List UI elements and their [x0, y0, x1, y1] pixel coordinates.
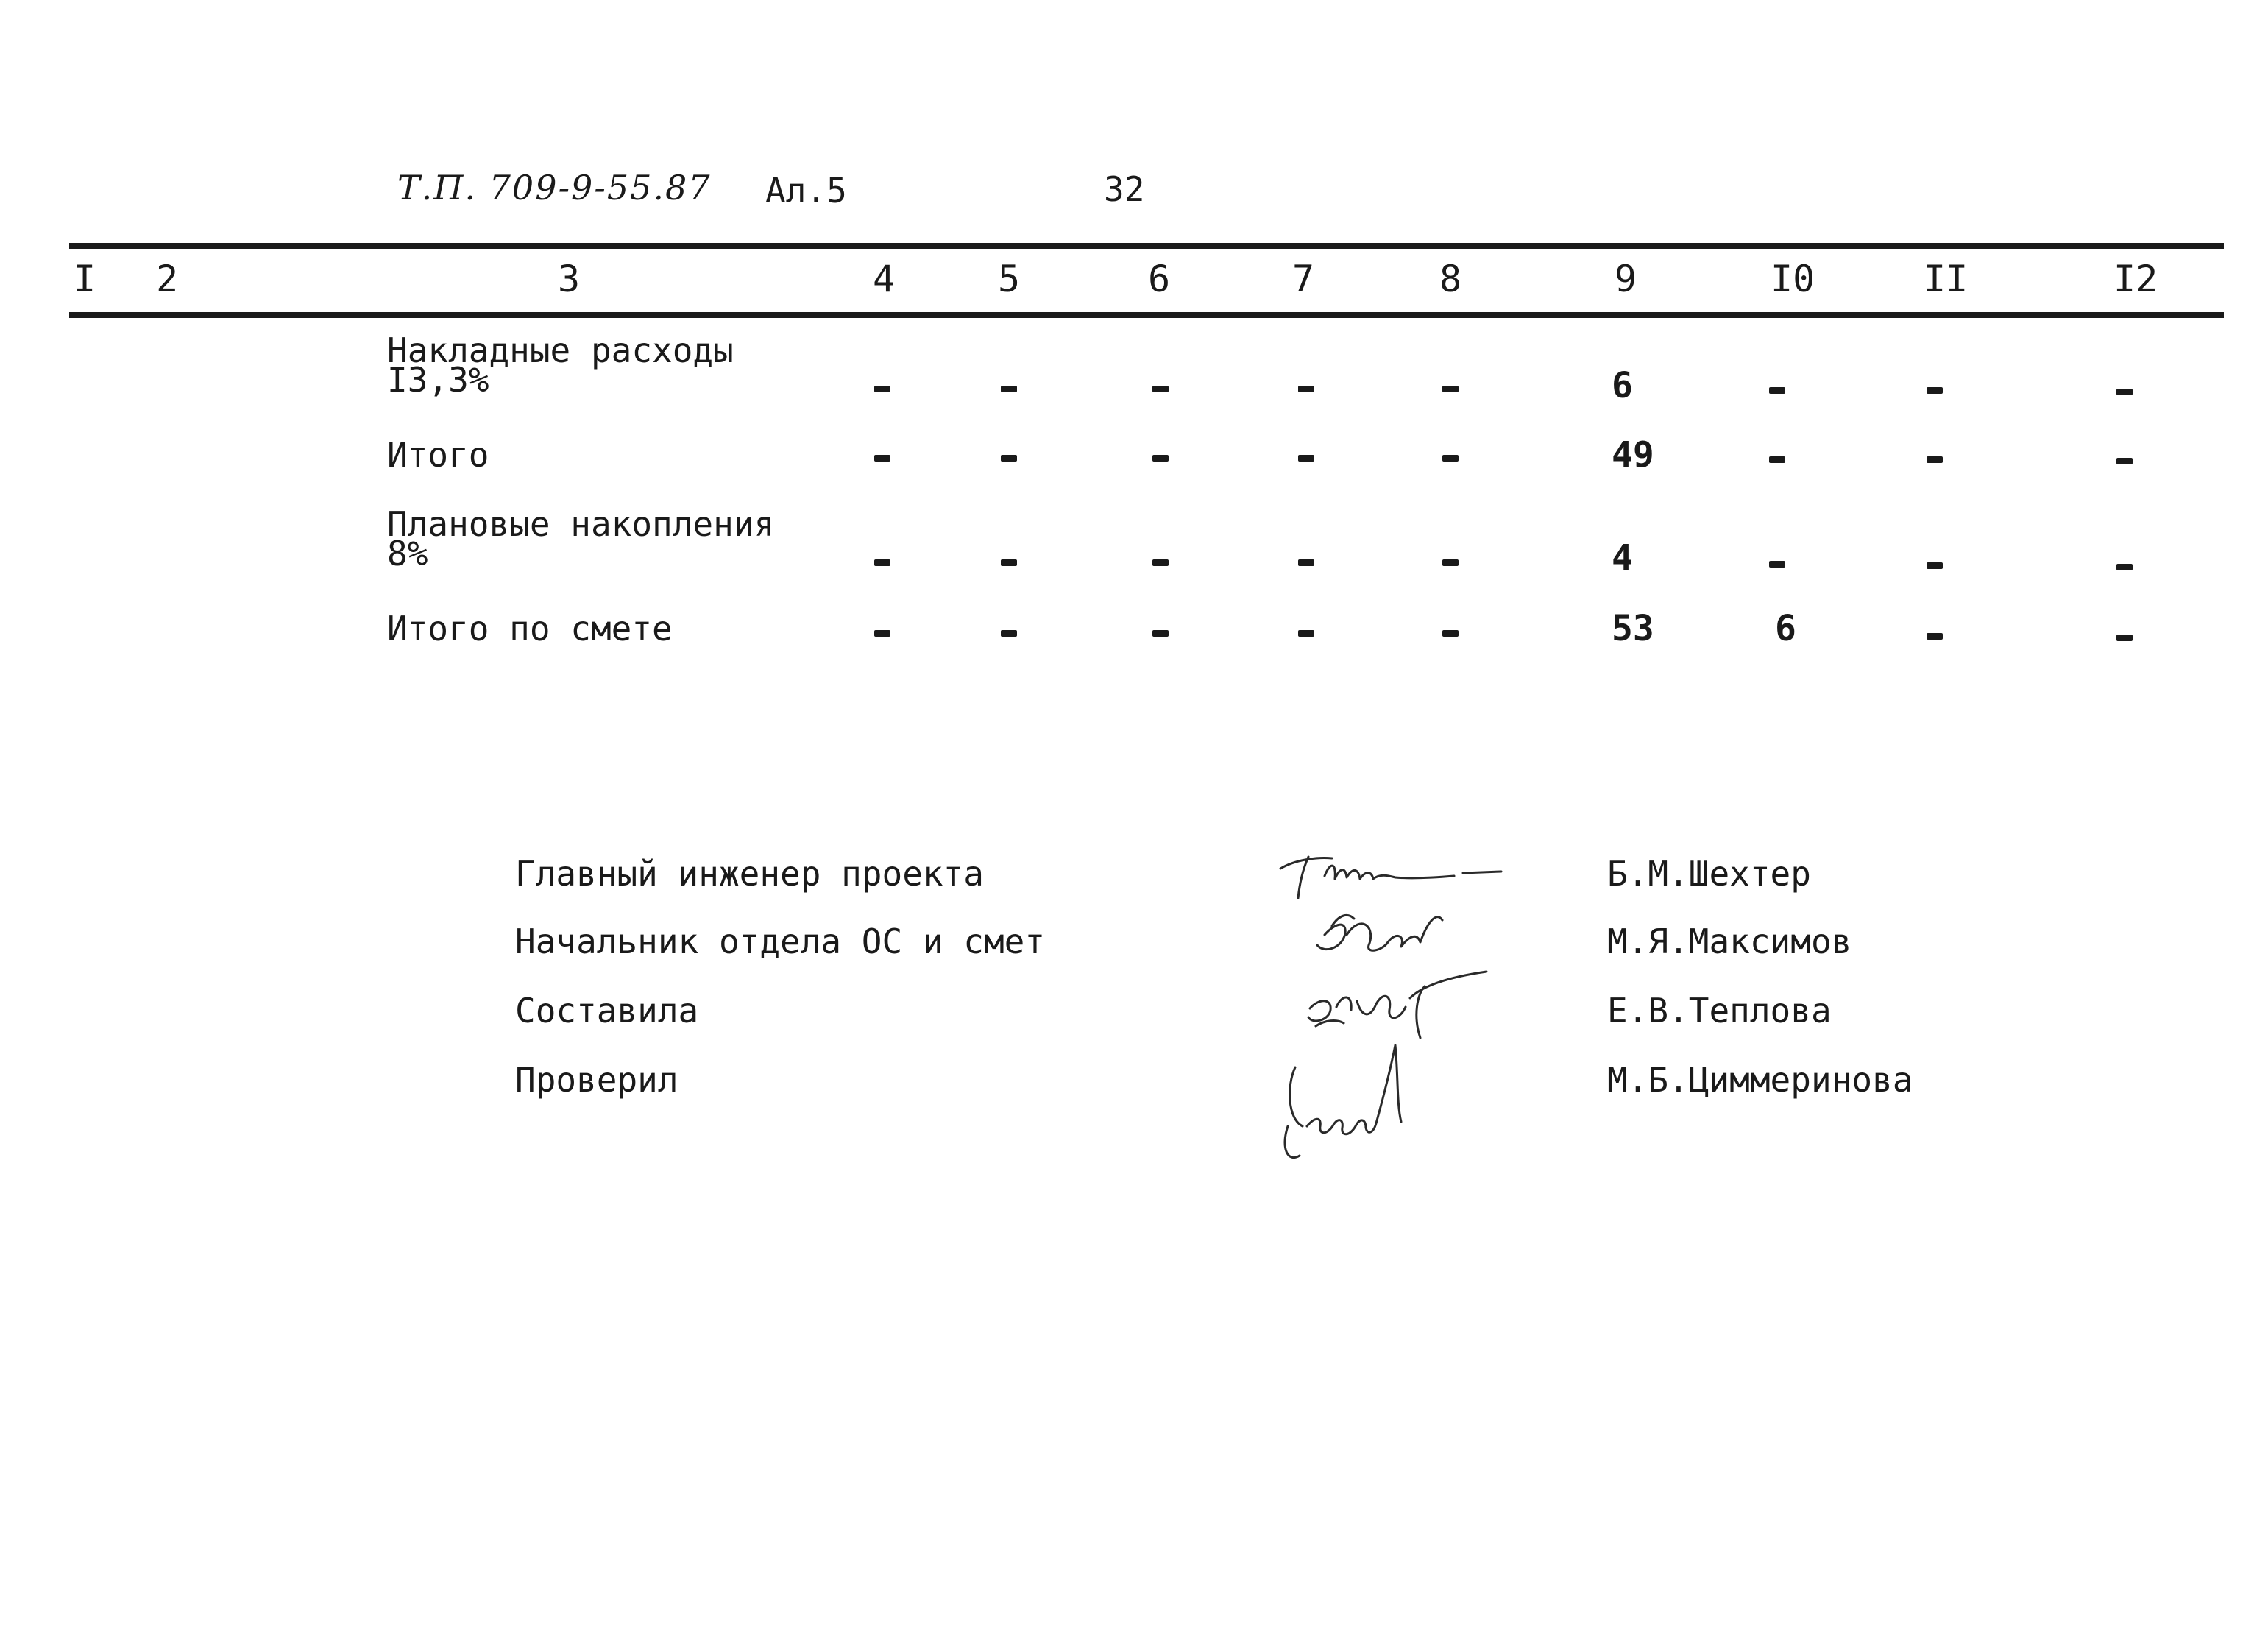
dash-mark: [1927, 387, 1943, 394]
column-number-10: I0: [1771, 258, 1815, 300]
row-label: Итого по смете: [387, 609, 673, 648]
signatory-name: Б.М.Шехтер: [1607, 854, 1811, 894]
dash-mark: [874, 559, 890, 566]
row-label-sub: I3,3%: [387, 360, 489, 400]
column-number-11: II: [1924, 258, 1968, 300]
row-value-col9: 49: [1612, 434, 1654, 476]
row-label: Итого: [387, 435, 489, 475]
dash-mark: [1001, 630, 1017, 637]
dash-mark: [1298, 559, 1314, 566]
dash-mark: [2116, 389, 2133, 395]
dash-mark: [1001, 386, 1017, 392]
handwritten-signatures: [1266, 824, 1531, 1170]
dash-mark: [1442, 386, 1459, 392]
sheet-label: Ал.5: [765, 171, 847, 211]
column-number-6: 6: [1148, 258, 1171, 300]
dash-mark: [1769, 561, 1785, 568]
column-number-1: I: [74, 258, 96, 300]
column-number-7: 7: [1292, 258, 1315, 300]
dash-mark: [1769, 387, 1785, 394]
column-number-2: 2: [156, 258, 179, 300]
signature-role: Составила: [515, 991, 699, 1031]
dash-mark: [1298, 455, 1314, 462]
column-number-4: 4: [873, 258, 896, 300]
row-value-col9: 4: [1612, 537, 1633, 579]
row-value-col9: 53: [1612, 608, 1654, 649]
row-value-col9: 6: [1612, 365, 1633, 406]
dash-mark: [1152, 386, 1169, 392]
dash-mark: [1152, 630, 1169, 637]
dash-mark: [1442, 559, 1459, 566]
row-label-sub: 8%: [387, 534, 428, 573]
dash-mark: [1927, 456, 1943, 463]
dash-mark: [1769, 456, 1785, 463]
column-number-5: 5: [998, 258, 1021, 300]
dash-mark: [2116, 635, 2133, 641]
signature-role: Начальник отдела ОС и смет: [515, 922, 1046, 961]
column-number-8: 8: [1439, 258, 1462, 300]
signatory-name: М.Я.Максимов: [1607, 922, 1852, 961]
table-top-rule: [69, 243, 2224, 249]
dash-mark: [2116, 458, 2133, 464]
dash-mark: [874, 630, 890, 637]
column-number-9: 9: [1615, 258, 1637, 300]
table-header-rule: [69, 312, 2224, 318]
signature-role: Проверил: [515, 1060, 678, 1100]
dash-mark: [1927, 562, 1943, 569]
row-value-col10: 6: [1775, 608, 1796, 649]
dash-mark: [1927, 633, 1943, 640]
signatory-name: Е.В.Теплова: [1607, 991, 1832, 1031]
dash-mark: [874, 386, 890, 392]
dash-mark: [1442, 455, 1459, 462]
dash-mark: [1442, 630, 1459, 637]
column-number-12: I2: [2113, 258, 2158, 300]
dash-mark: [2116, 564, 2133, 570]
row-label: Плановые накопления: [387, 504, 775, 544]
document-code: Т.П. 709-9-55.87: [397, 168, 712, 208]
dash-mark: [1001, 559, 1017, 566]
dash-mark: [1298, 630, 1314, 637]
dash-mark: [1001, 455, 1017, 462]
column-number-3: 3: [558, 258, 581, 300]
signature-role: Главный инженер проекта: [515, 854, 984, 894]
dash-mark: [1152, 559, 1169, 566]
dash-mark: [874, 455, 890, 462]
dash-mark: [1298, 386, 1314, 392]
dash-mark: [1152, 455, 1169, 462]
row-label: Накладные расходы: [387, 330, 734, 370]
page-number: 32: [1104, 169, 1145, 209]
signatory-name: М.Б.Циммеринова: [1607, 1060, 1913, 1100]
